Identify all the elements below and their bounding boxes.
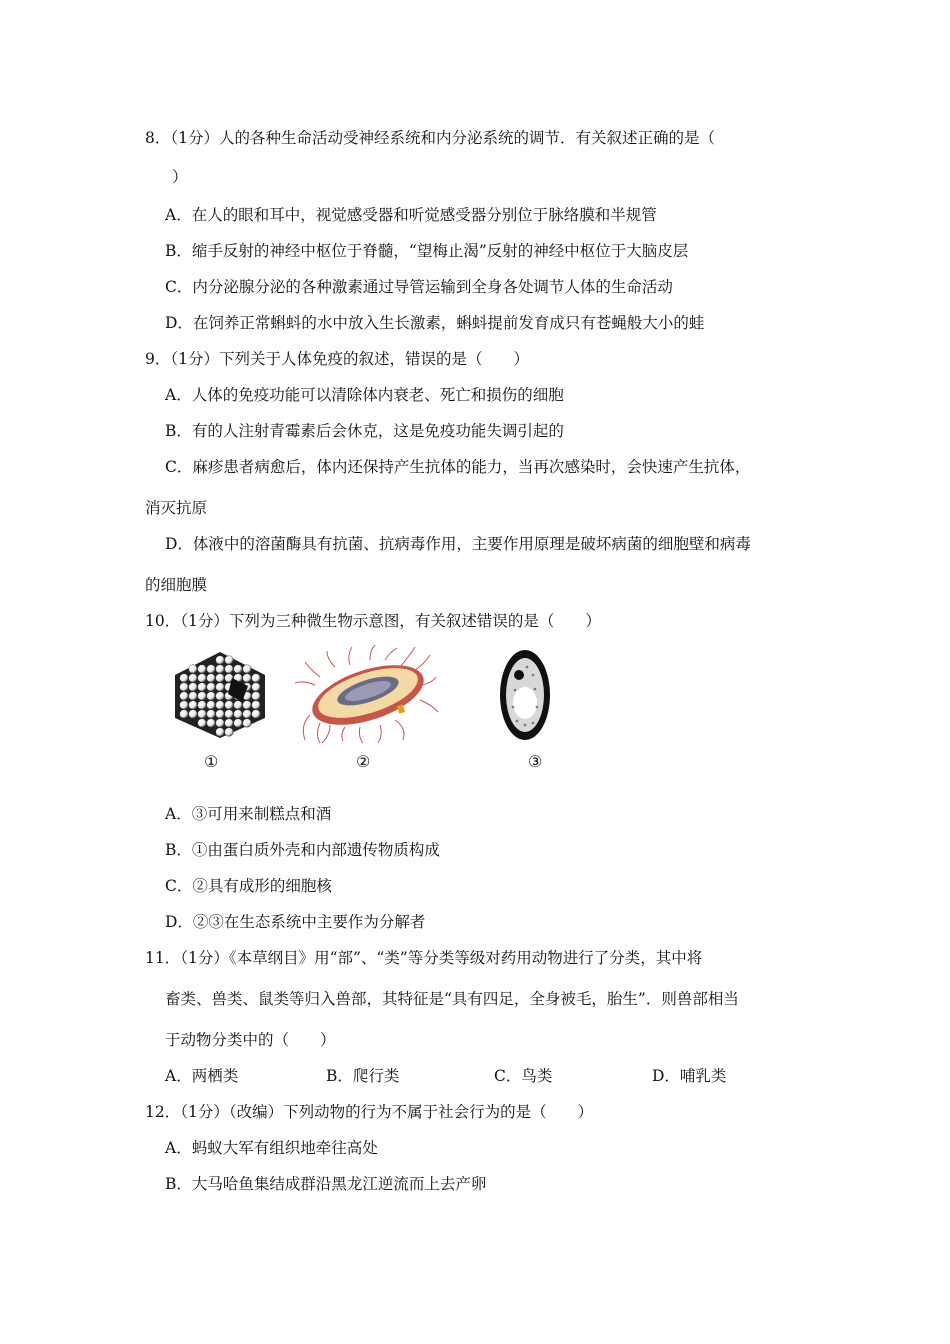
question-8-option-b: B．缩手反射的神经中枢位于脊髓，“望梅止渴”反射的神经中枢位于大脑皮层: [165, 242, 689, 260]
question-11-option-c: C．鸟类: [494, 1067, 553, 1085]
question-12-stem: 12．（1分）（改编）下列动物的行为不属于社会行为的是（ ）: [145, 1103, 594, 1121]
question-9-option-b: B．有的人注射青霉素后会休克，这是免疫功能失调引起的: [165, 422, 564, 440]
figure-label-yeast: ③: [528, 752, 543, 771]
question-9-option-d-continued: 的细胞膜: [145, 576, 208, 594]
bacterium-illustration: [290, 645, 440, 745]
question-10-option-d: D．②③在生态系统中主要作为分解者: [165, 913, 426, 931]
question-9-option-a: A．人体的免疫功能可以清除体内衰老、死亡和损伤的细胞: [165, 386, 564, 404]
question-9-stem: 9．（1分）下列关于人体免疫的叙述，错误的是（ ）: [145, 350, 529, 368]
question-12-option-a: A．蚂蚁大军有组织地牵往高处: [165, 1139, 378, 1157]
question-11-stem-line-3: 于动物分类中的（ ）: [165, 1031, 336, 1049]
question-9-option-c: C．麻疹患者病愈后，体内还保持产生抗体的能力，当再次感染时，会快速产生抗体，: [165, 458, 751, 476]
question-11-option-b: B．爬行类: [326, 1067, 400, 1085]
figure-label-virus: ①: [204, 752, 219, 771]
question-11-option-d: D．哺乳类: [652, 1067, 727, 1085]
question-8-stem-line-1: 8．（1分）人的各种生命活动受神经系统和内分泌系统的调节．有关叙述正确的是（: [145, 129, 715, 147]
question-11-stem-line-2: 畜类、兽类、鼠类等归入兽部，其特征是“具有四足，全身被毛，胎生”．则兽部相当: [165, 990, 739, 1008]
question-8-option-a: A．在人的眼和耳中，视觉感受器和听觉感受器分别位于脉络膜和半规管: [165, 206, 657, 224]
question-10-option-c: C．②具有成形的细胞核: [165, 877, 332, 895]
microorganism-figures: [160, 645, 580, 775]
question-8-option-c: C．内分泌腺分泌的各种激素通过导管运输到全身各处调节人体的生命活动: [165, 278, 673, 296]
yeast-illustration: [495, 645, 555, 745]
question-11-option-a: A．两栖类: [165, 1067, 239, 1085]
question-10-stem: 10．（1分）下列为三种微生物示意图，有关叙述错误的是（ ）: [145, 612, 601, 630]
question-9-option-d: D．体液中的溶菌酶具有抗菌、抗病毒作用，主要作用原理是破坏病菌的细胞壁和病毒: [165, 535, 751, 553]
figure-label-bacterium: ②: [356, 752, 371, 771]
question-8-stem-line-2: ）: [172, 168, 188, 186]
question-11-stem-line-1: 11．（1分）《本草纲目》用“部”、“类”等分类等级对药用动物进行了分类，其中将: [145, 949, 703, 967]
question-10-option-b: B．①由蛋白质外壳和内部遗传物质构成: [165, 841, 440, 859]
question-9-option-c-continued: 消灭抗原: [145, 499, 208, 517]
virus-illustration: [170, 650, 270, 740]
question-12-option-b: B．大马哈鱼集结成群沿黑龙江逆流而上去产卵: [165, 1175, 487, 1193]
question-10-option-a: A．③可用来制糕点和酒: [165, 805, 332, 823]
question-8-option-d: D．在饲养正常蝌蚪的水中放入生长激素，蝌蚪提前发育成只有苍蝇般大小的蛙: [165, 314, 705, 332]
